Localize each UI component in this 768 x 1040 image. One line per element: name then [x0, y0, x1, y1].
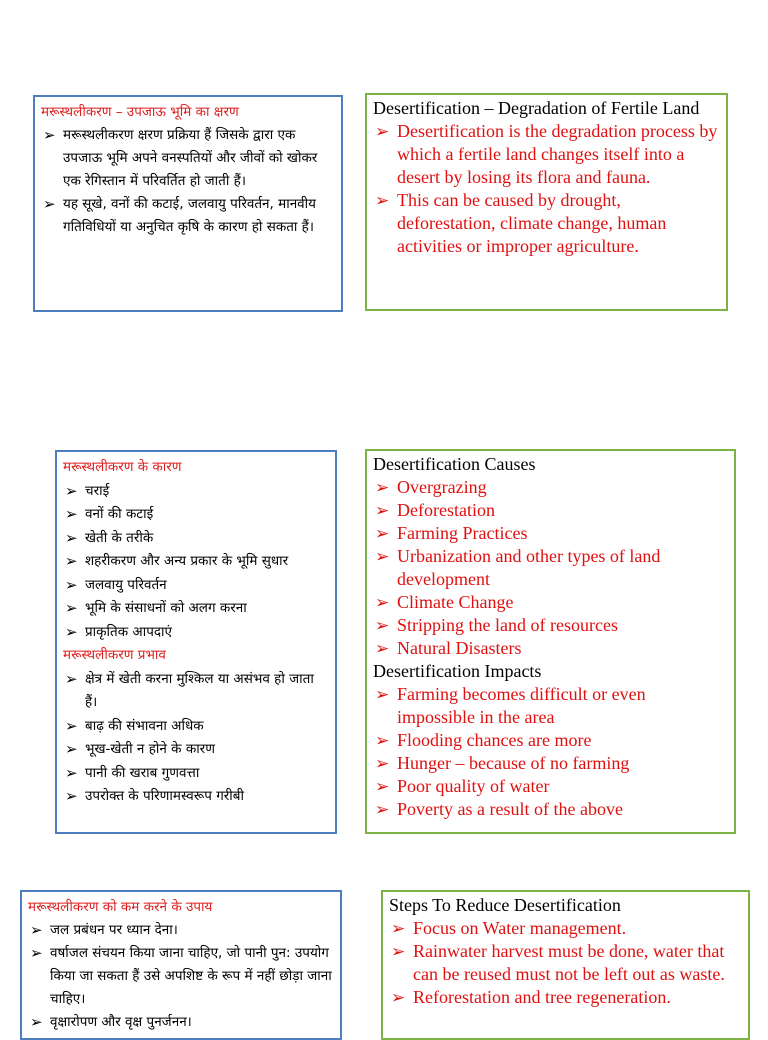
- list-item: ➢ Poverty as a result of the above: [375, 799, 623, 819]
- arrow-bullet-icon: ➢: [65, 622, 78, 641]
- arrow-bullet-icon: ➢: [375, 616, 390, 635]
- hindi-list-causes: [63, 480, 329, 645]
- hindi-box-steps: [20, 890, 342, 1040]
- english-list-definition: [373, 120, 720, 258]
- list-item: ➢ पानी की खराब गुणवत्ता: [63, 762, 329, 786]
- arrow-bullet-icon: ➢: [65, 787, 78, 805]
- arrow-bullet-icon: ➢: [391, 942, 406, 961]
- arrow-bullet-icon: ➢: [375, 685, 390, 704]
- list-item: ➢ बाढ़ की संभावना अधिक: [63, 715, 329, 739]
- english-title-steps: Steps To Reduce Desertification: [389, 895, 621, 915]
- english-box-causes: [365, 449, 736, 834]
- list-item: ➢ Urbanization and other types of land development: [375, 546, 661, 589]
- list-item: ➢ मरूस्थलीकरण क्षरण प्रक्रिया हैं जिसके द्वारा एक उपजाऊ भूमि अपने वनस्पतियों और जीवों को खोकर एक रेगिस्तान में परिवर्तित हो जाती हैं।: [43, 126, 318, 189]
- list-item: ➢ Rainwater harvest must be done, water that can be reused must not be left out as waste.: [391, 941, 725, 984]
- arrow-bullet-icon: ➢: [375, 501, 390, 520]
- arrow-bullet-icon: ➢: [375, 547, 390, 566]
- list-item: ➢ Flooding chances are more: [375, 730, 592, 750]
- hindi-title-impacts: मरूस्थलीकरण प्रभाव: [63, 647, 166, 663]
- arrow-bullet-icon: ➢: [65, 552, 78, 570]
- arrow-bullet-icon: ➢: [30, 921, 43, 939]
- arrow-bullet-icon: ➢: [375, 122, 390, 141]
- arrow-bullet-icon: ➢: [375, 478, 390, 497]
- list-item: ➢ Overgrazing: [375, 477, 487, 497]
- arrow-bullet-icon: ➢: [391, 919, 406, 938]
- arrow-bullet-icon: ➢: [375, 800, 390, 819]
- list-item: ➢ वर्षाजल संचयन किया जाना चाहिए, जो पानी पुन: उपयोग किया जा सकता हैं उसे अपशिष्ट के रूप में नहीं छोड़ा जाना चाहिए।: [30, 944, 332, 1007]
- arrow-bullet-icon: ➢: [65, 763, 78, 782]
- list-item: ➢ वनों की कटाई: [63, 503, 329, 527]
- hindi-title-causes: मरूस्थलीकरण के कारण: [63, 459, 182, 475]
- list-item: ➢ उपरोक्त के परिणामस्वरूप गरीबी: [63, 785, 329, 809]
- hindi-list-definition: [41, 124, 335, 239]
- hindi-box-causes: [55, 450, 337, 834]
- list-item: ➢ भूख-खेती न होने के कारण: [63, 738, 329, 762]
- list-item: ➢ प्राकृतिक आपदाएं: [63, 621, 329, 645]
- list-item: ➢ शहरीकरण और अन्य प्रकार के भूमि सुधार: [63, 550, 329, 574]
- english-box-definition: [365, 93, 728, 311]
- hindi-box-definition: [33, 95, 343, 312]
- list-item: ➢ Climate Change: [375, 592, 514, 612]
- list-item: ➢ Reforestation and tree regeneration.: [391, 987, 671, 1007]
- hindi-title-steps: मरूस्थलीकरण को कम करने के उपाय: [28, 899, 213, 915]
- list-item: ➢ क्षेत्र में खेती करना मुश्किल या असंभव हो जाता हैं।: [65, 669, 314, 710]
- list-item: ➢ खेती के तरीके: [63, 527, 329, 551]
- list-item: ➢ Focus on Water management.: [391, 918, 627, 938]
- list-item: ➢ Natural Disasters: [375, 638, 522, 658]
- list-item: ➢ This can be caused by drought, deforestation, climate change, human activities or improper agriculture.: [375, 190, 667, 256]
- arrow-bullet-icon: ➢: [375, 593, 390, 612]
- arrow-bullet-icon: ➢: [65, 575, 78, 594]
- arrow-bullet-icon: ➢: [65, 669, 78, 688]
- english-title-definition: Desertification – Degradation of Fertile Land: [373, 98, 700, 118]
- arrow-bullet-icon: ➢: [375, 754, 390, 773]
- arrow-bullet-icon: ➢: [375, 639, 390, 658]
- arrow-bullet-icon: ➢: [65, 528, 78, 547]
- arrow-bullet-icon: ➢: [65, 599, 78, 617]
- arrow-bullet-icon: ➢: [30, 1013, 43, 1031]
- arrow-bullet-icon: ➢: [43, 126, 56, 144]
- arrow-bullet-icon: ➢: [391, 988, 406, 1007]
- english-list-impacts: [373, 683, 728, 821]
- arrow-bullet-icon: ➢: [65, 505, 78, 523]
- arrow-bullet-icon: ➢: [375, 191, 390, 210]
- english-box-steps: [381, 890, 750, 1040]
- list-item: ➢ Farming becomes difficult or even impossible in the area: [375, 684, 646, 727]
- english-list-steps: [389, 917, 742, 1009]
- arrow-bullet-icon: ➢: [65, 481, 78, 500]
- hindi-list-impacts: [63, 668, 329, 809]
- english-list-causes: [373, 476, 728, 660]
- list-item: ➢ यह सूखे, वनों की कटाई, जलवायु परिवर्तन, मानवीय गतिविधियों या अनुचित कृषि के कारण हो सकता हैं।: [43, 195, 317, 235]
- arrow-bullet-icon: ➢: [375, 524, 390, 543]
- english-title-impacts: Desertification Impacts: [373, 661, 542, 681]
- list-item: ➢ Stripping the land of resources: [375, 615, 618, 635]
- list-item: ➢ भूमि के संसाधनों को अलग करना: [63, 597, 329, 621]
- list-item: ➢ Poor quality of water: [375, 776, 550, 796]
- hindi-title-definition: मरूस्थलीकरण – उपजाऊ भूमि का क्षरण: [41, 104, 239, 120]
- list-item: ➢ जलवायु परिवर्तन: [63, 574, 329, 598]
- list-item: ➢ Desertification is the degradation process by which a fertile land changes itself into a desert by losing its flora and fauna.: [375, 121, 718, 187]
- arrow-bullet-icon: ➢: [65, 740, 78, 758]
- list-item: ➢ वृक्षारोपण और वृक्ष पुनर्जनन।: [28, 1011, 334, 1034]
- list-item: ➢ चराई: [63, 480, 329, 504]
- list-item: ➢ Hunger – because of no farming: [375, 753, 630, 773]
- english-title-causes: Desertification Causes: [373, 454, 536, 474]
- arrow-bullet-icon: ➢: [43, 195, 56, 213]
- arrow-bullet-icon: ➢: [65, 716, 78, 735]
- arrow-bullet-icon: ➢: [375, 731, 390, 750]
- list-item: ➢ Farming Practices: [375, 523, 528, 543]
- list-item: ➢ जल प्रबंधन पर ध्यान देना।: [28, 919, 334, 942]
- arrow-bullet-icon: ➢: [30, 944, 43, 962]
- list-item: ➢ Deforestation: [375, 500, 495, 520]
- arrow-bullet-icon: ➢: [375, 777, 390, 796]
- hindi-list-steps: [28, 919, 334, 1034]
